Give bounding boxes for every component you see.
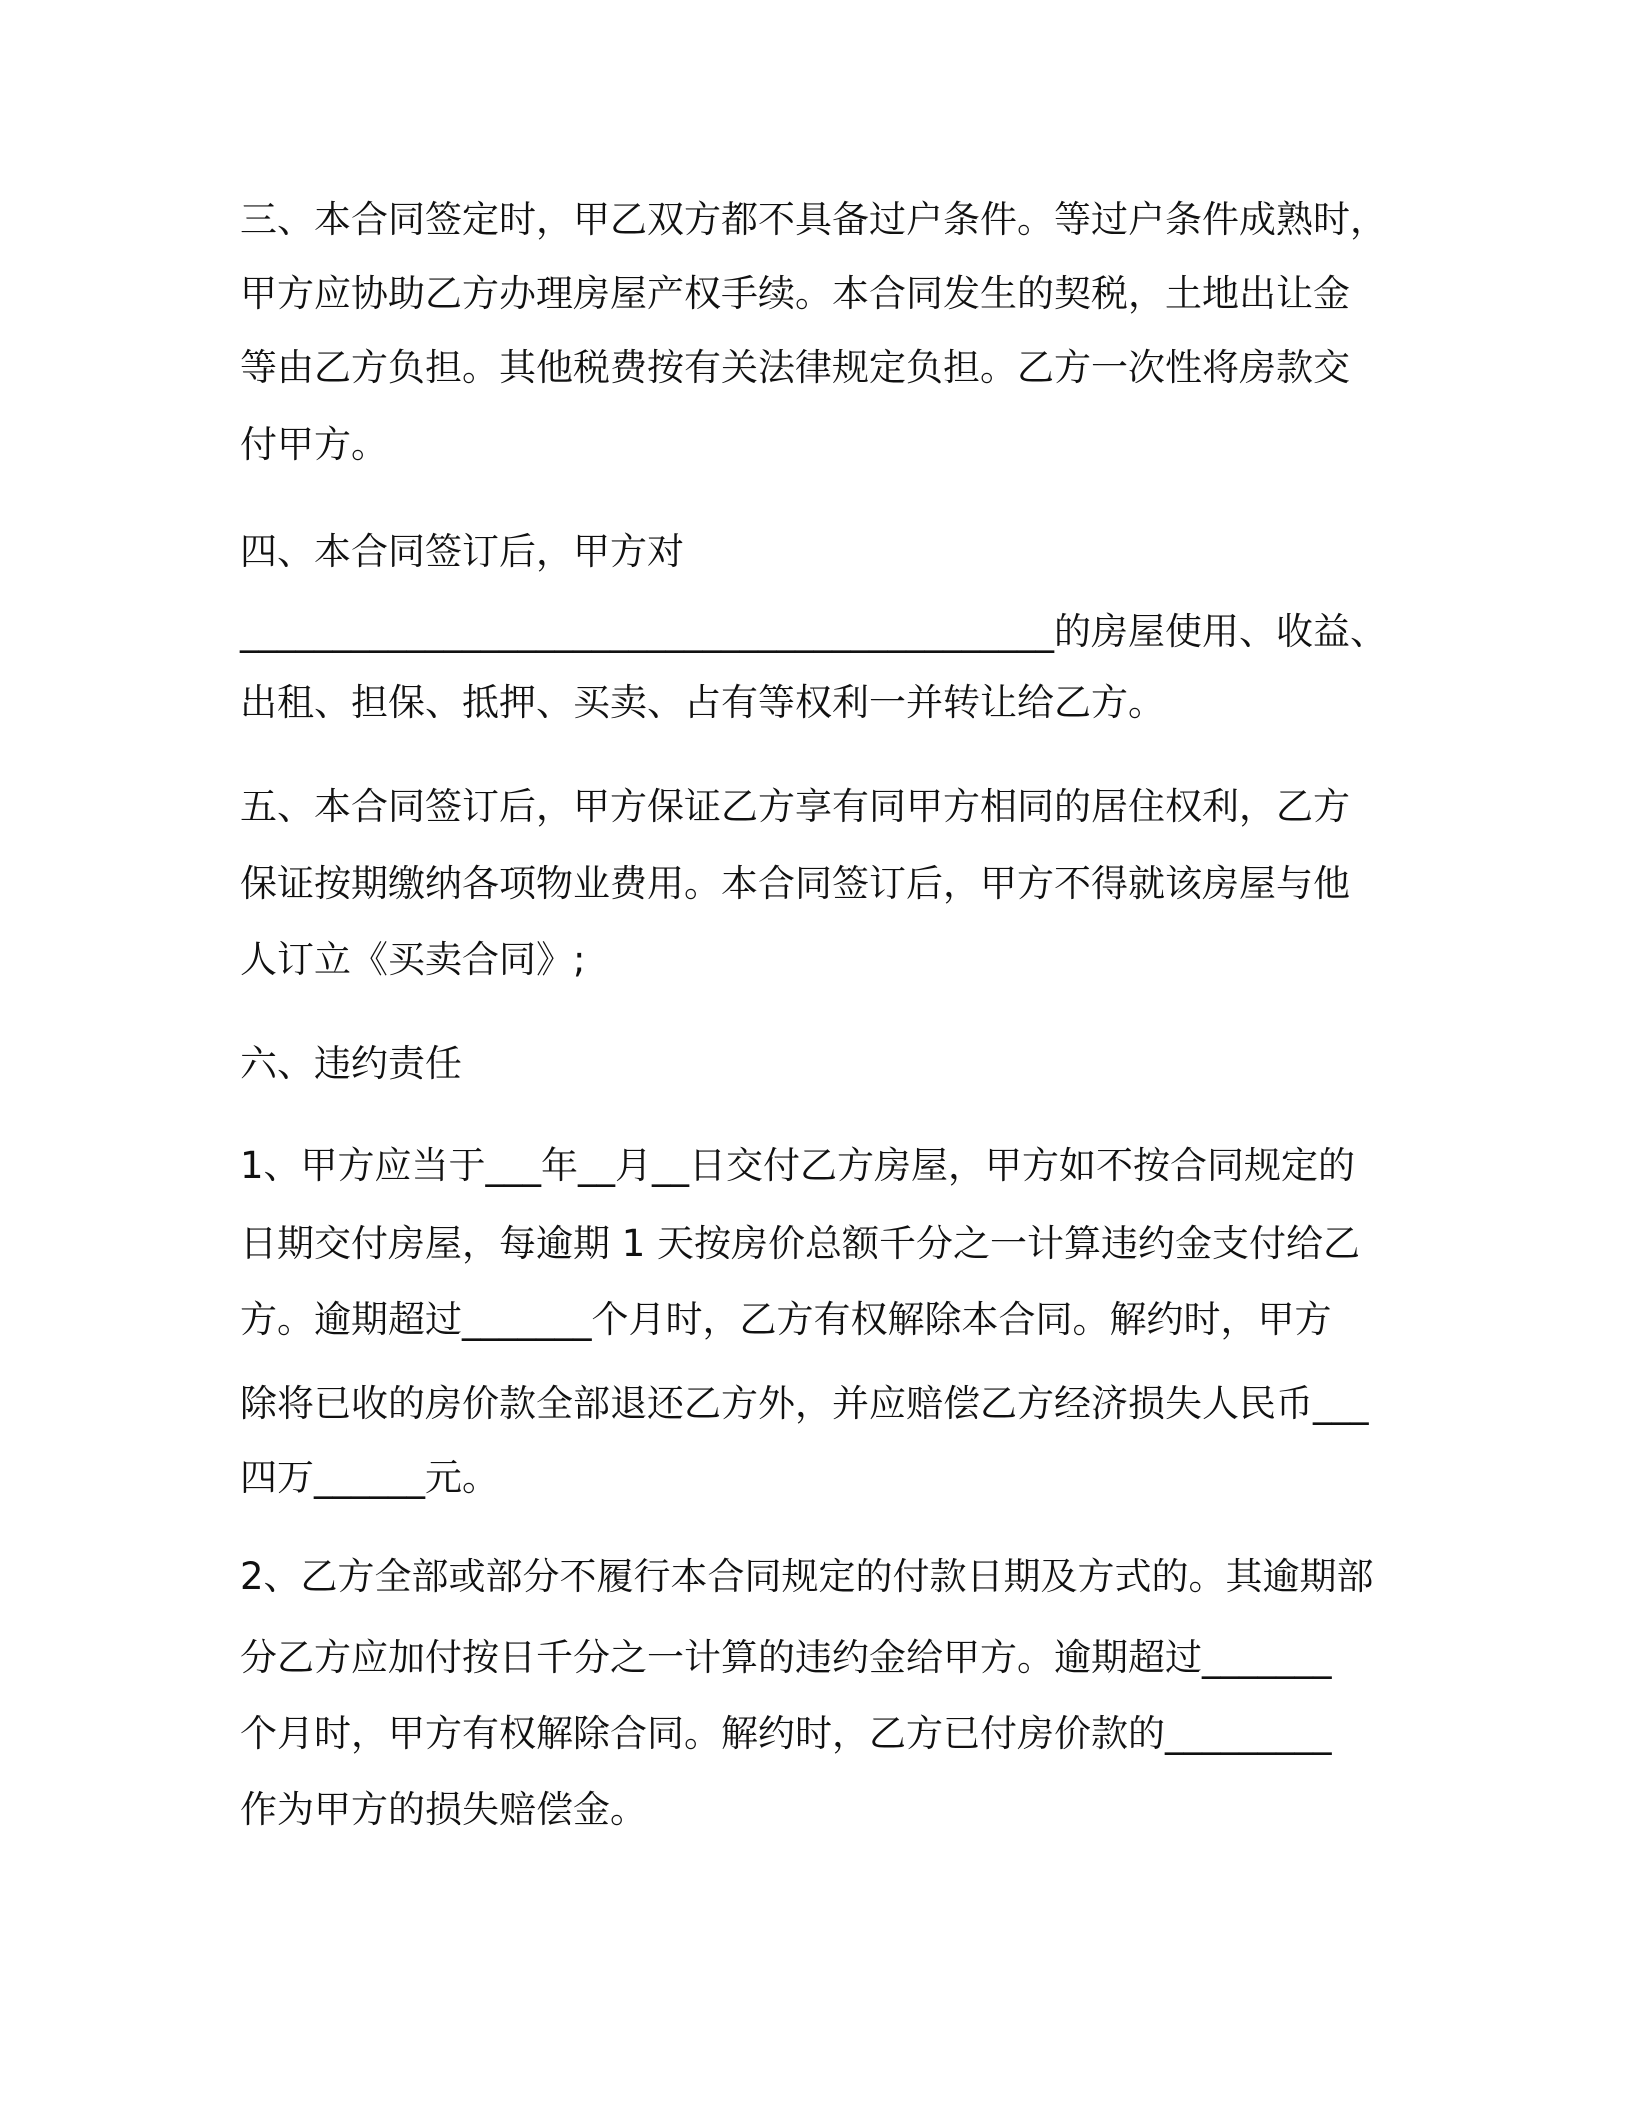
clause-6-1-line-1: 1、甲方应当于___年__月__日交付乙方房屋，甲方如不按合同规定的 — [240, 1144, 1356, 1187]
clause-5-line-2: 保证按期缴纳各项物业费用。本合同签订后，甲方不得就该房屋与他 — [240, 862, 1350, 905]
clause-4-line-2: ____________________________________________的房屋使用、收益、 — [240, 610, 1387, 653]
clause-3-line-2: 甲方应协助乙方办理房屋产权手续。本合同发生的契税，土地出让金 — [240, 272, 1350, 315]
clause-6-1-line-2: 日期交付房屋，每逾期 1 天按房价总额千分之一计算违约金支付给乙 — [240, 1222, 1361, 1265]
clause-4-line-3: 出租、担保、抵押、买卖、占有等权利一并转让给乙方。 — [240, 681, 1165, 724]
clause-3-line-4: 付甲方。 — [240, 423, 388, 466]
clause-3-line-1: 三、本合同签定时，甲乙双方都不具备过户条件。等过户条件成熟时， — [240, 198, 1387, 241]
clause-6-1-line-3: 方。逾期超过_______个月时，乙方有权解除本合同。解约时，甲方 — [240, 1298, 1332, 1341]
clause-4-line-1: 四、本合同签订后，甲方对 — [240, 530, 684, 573]
clause-6-heading: 六、违约责任 — [240, 1042, 462, 1085]
clause-5-line-1: 五、本合同签订后，甲方保证乙方享有同甲方相同的居住权利，乙方 — [240, 785, 1350, 828]
clause-6-1-line-5: 四万______元。 — [240, 1456, 499, 1499]
clause-6-1-line-4: 除将已收的房价款全部退还乙方外，并应赔偿乙方经济损失人民币___ — [240, 1382, 1369, 1425]
clause-6-2-line-1: 2、乙方全部或部分不履行本合同规定的付款日期及方式的。其逾期部 — [240, 1555, 1374, 1598]
clause-5-line-3: 人订立《买卖合同》; — [240, 938, 586, 981]
clause-6-2-line-2: 分乙方应加付按日千分之一计算的违约金给甲方。逾期超过_______ — [240, 1636, 1332, 1679]
clause-6-2-line-3: 个月时，甲方有权解除合同。解约时，乙方已付房价款的_________ — [240, 1712, 1332, 1755]
clause-3-line-3: 等由乙方负担。其他税费按有关法律规定负担。乙方一次性将房款交 — [240, 346, 1350, 389]
clause-6-2-line-4: 作为甲方的损失赔偿金。 — [240, 1788, 647, 1831]
